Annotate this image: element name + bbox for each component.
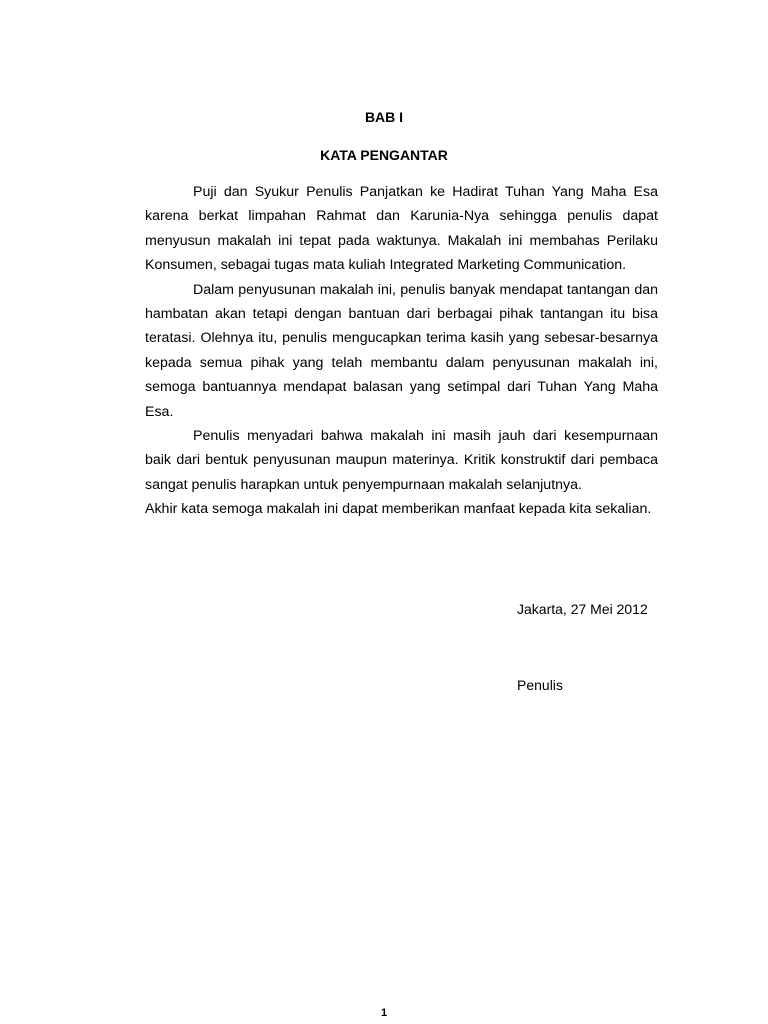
page-number: 1 — [380, 1007, 388, 1019]
paragraph-limitations: Penulis menyadari bahwa makalah ini masih jauh dari kesempurnaan baik dari bentuk penyusunan maupun materinya. Kritik konstruktif dari pembaca sangat penulis harapkan untuk penyempurnaan makalah selanjutnya. — [145, 428, 658, 493]
page-title: KATA PENGANTAR — [320, 147, 448, 163]
signer: Penulis — [517, 677, 563, 693]
place-date: Jakarta, 27 Mei 2012 — [517, 601, 648, 617]
chapter-heading: BAB I — [364, 109, 404, 125]
document-body — [145, 180, 658, 522]
paragraph-gratitude: Puji dan Syukur Penulis Panjatkan ke Hadirat Tuhan Yang Maha Esa karena berkat limpahan Rahmat dan Karunia-Nya sehingga penulis dapat menyusun makalah ini tepat pada waktunya. Makalah ini membahas Perilaku Konsumen, sebagai tugas mata kuliah Integrated Marketing Communication. — [145, 184, 658, 274]
paragraph-acknowledgement: Dalam penyusunan makalah ini, penulis banyak mendapat tantangan dan hambatan akan tetapi dengan bantuan dari berbagai pihak tantangan itu bisa teratasi. Olehnya itu, penulis mengucapkan terima kasih yang sebesar-besarnya kepada semua pihak yang telah membantu dalam penyusunan makalah ini, semoga bantuannya mendapat balasan yang setimpal dari Tuhan Yang Maha Esa. — [145, 281, 658, 420]
paragraph-closing: Akhir kata semoga makalah ini dapat memberikan manfaat kepada kita sekalian. — [145, 501, 652, 518]
